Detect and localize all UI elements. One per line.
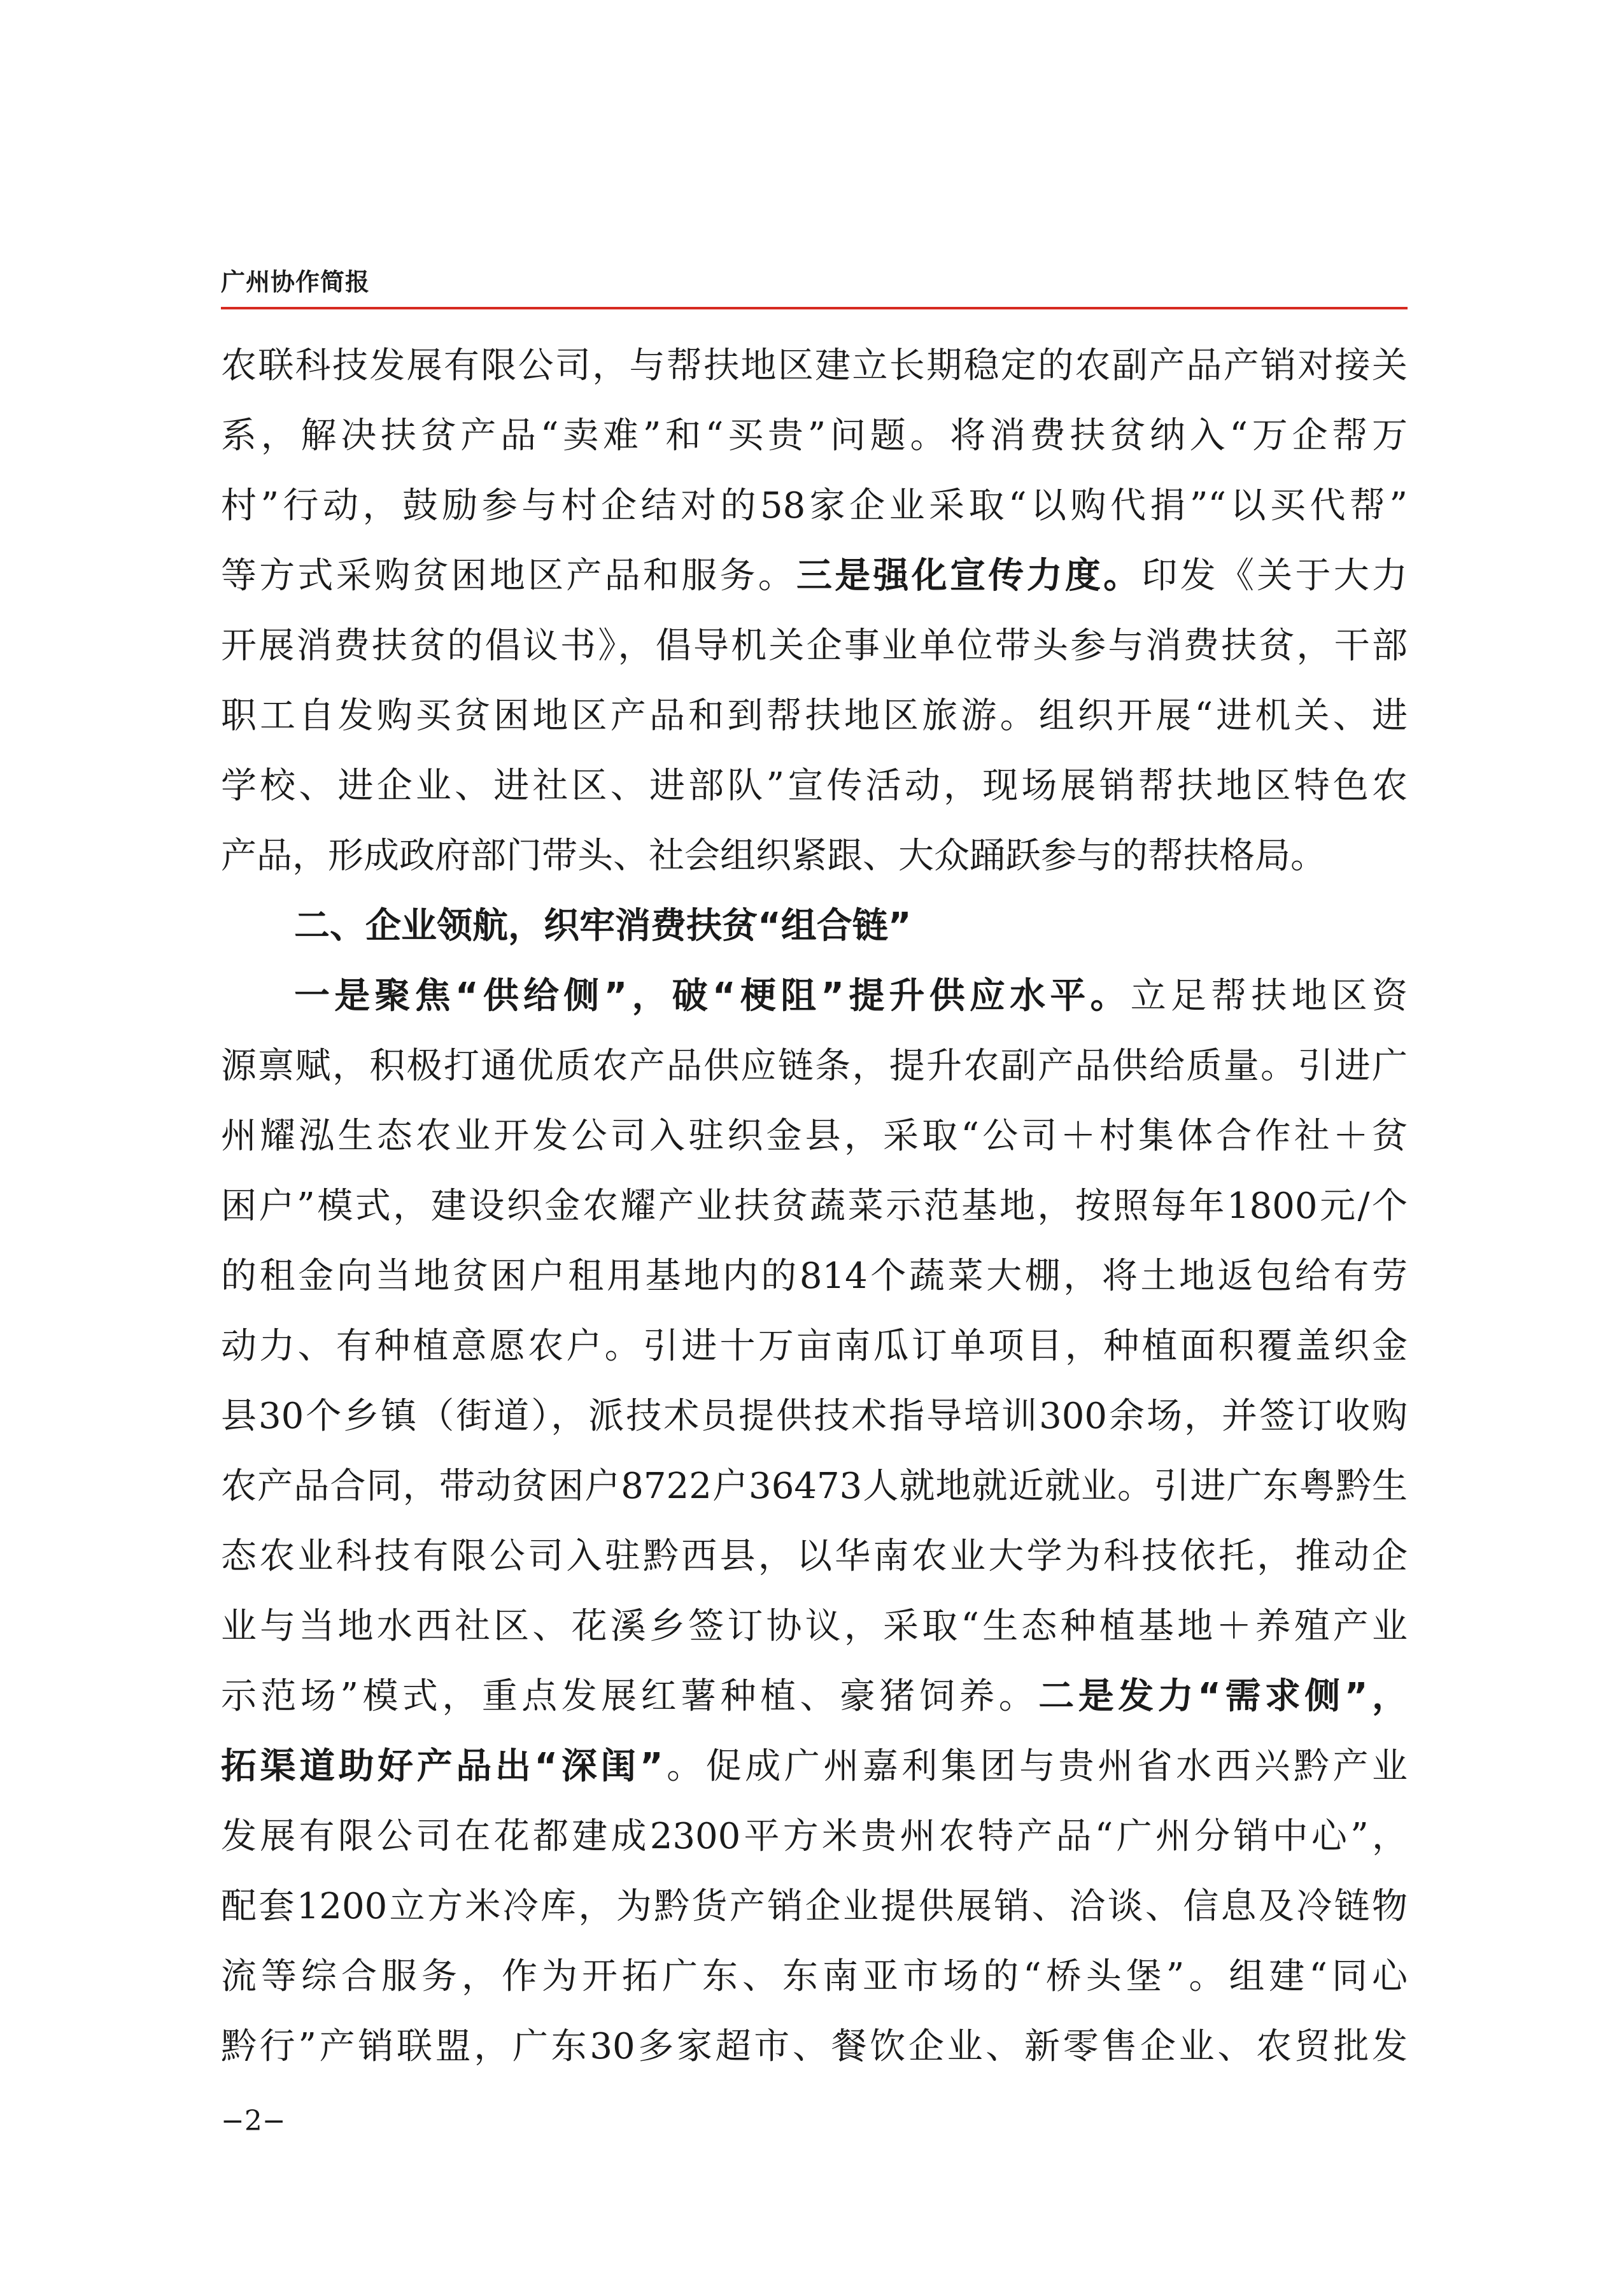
bold-lead-phrase: 拓渠道助好产品出“深闺”: [221, 1746, 663, 1787]
text-run: 。促成广州嘉利集团与贵州省水西兴黔产业: [663, 1746, 1408, 1787]
text-line: [221, 1732, 1408, 1802]
text-line: 村”行动，鼓励参与村企结对的58家企业采取“以购代捐”“以买代帮”: [221, 485, 1408, 527]
text-line: 的租金向当地贫困户租用基地内的814个蔬菜大棚，将土地返包给有劳: [221, 1256, 1408, 1297]
bold-lead-phrase: 二是发力“需求侧”，: [1038, 1676, 1408, 1717]
page-header-title: 广州协作简报: [221, 268, 371, 296]
text-line: 态农业科技有限公司入驻黔西县，以华南农业大学为科技依托，推动企: [221, 1536, 1408, 1577]
header-divider: [221, 307, 1408, 309]
text-line: 配套1200立方米冷库，为黔货产销企业提供展销、洽谈、信息及冷链物: [221, 1886, 1408, 1927]
text-line: 产品，形成政府部门带头、社会组织紧跟、大众踊跃参与的帮扶格局。: [221, 835, 1326, 877]
bold-lead-phrase: 三是强化宣传力度。: [796, 555, 1142, 597]
bold-lead-phrase: 一是聚焦“供给侧”，破“梗阻”提升供应水平。: [294, 975, 1131, 1017]
text-run: 示范场”模式，重点发展红薯种植、豪猪饲养。: [221, 1676, 1039, 1717]
text-line: 学校、进企业、进社区、进部队”宣传活动，现场展销帮扶地区特色农: [221, 765, 1408, 807]
text-run: 印发《关于大力: [1141, 555, 1408, 597]
text-line: [221, 1662, 1408, 1732]
text-line: [294, 961, 1408, 1031]
text-line: 源禀赋，积极打通优质农产品供应链条，提升农副产品供给质量。引进广: [221, 1045, 1408, 1087]
text-line: 业与当地水西社区、花溪乡签订协议，采取“生态种植基地＋养殖产业: [221, 1606, 1408, 1647]
text-run: 等方式采购贫困地区产品和服务。: [221, 555, 796, 597]
text-line: 动力、有种植意愿农户。引进十万亩南瓜订单项目，种植面积覆盖织金: [221, 1326, 1408, 1367]
section-heading: 二、企业领航，织牢消费扶贫“组合链”: [294, 905, 912, 947]
text-line: 职工自发购买贫困地区产品和到帮扶地区旅游。组织开展“进机关、进: [221, 695, 1408, 737]
text-run: 立足帮扶地区资: [1130, 975, 1408, 1017]
text-line: 农产品合同，带动贫困户8722户36473人就地就近就业。引进广东粤黔生: [221, 1466, 1408, 1507]
text-line: 流等综合服务，作为开拓广东、东南亚市场的“桥头堡”。组建“同心: [221, 1956, 1408, 1997]
text-line: 县30个乡镇（街道），派技术员提供技术指导培训300余场，并签订收购: [221, 1396, 1408, 1437]
text-line: 州耀泓生态农业开发公司入驻织金县，采取“公司＋村集体合作社＋贫: [221, 1115, 1408, 1157]
text-line: 农联科技发展有限公司，与帮扶地区建立长期稳定的农副产品产销对接关: [221, 345, 1408, 386]
page-number: −2−: [221, 2105, 286, 2137]
text-line: [221, 541, 1408, 611]
text-line: 黔行”产销联盟，广东30多家超市、餐饮企业、新零售企业、农贸批发: [221, 2026, 1408, 2067]
text-line: 发展有限公司在花都建成2300平方米贵州农特产品“广州分销中心”，: [221, 1816, 1408, 1857]
text-line: 系，解决扶贫产品“卖难”和“买贵”问题。将消费扶贫纳入“万企帮万: [221, 415, 1408, 456]
text-line: 困户”模式，建设织金农耀产业扶贫蔬菜示范基地，按照每年1800元/个: [221, 1185, 1408, 1227]
text-line: 开展消费扶贫的倡议书》，倡导机关企事业单位带头参与消费扶贫，干部: [221, 625, 1408, 667]
